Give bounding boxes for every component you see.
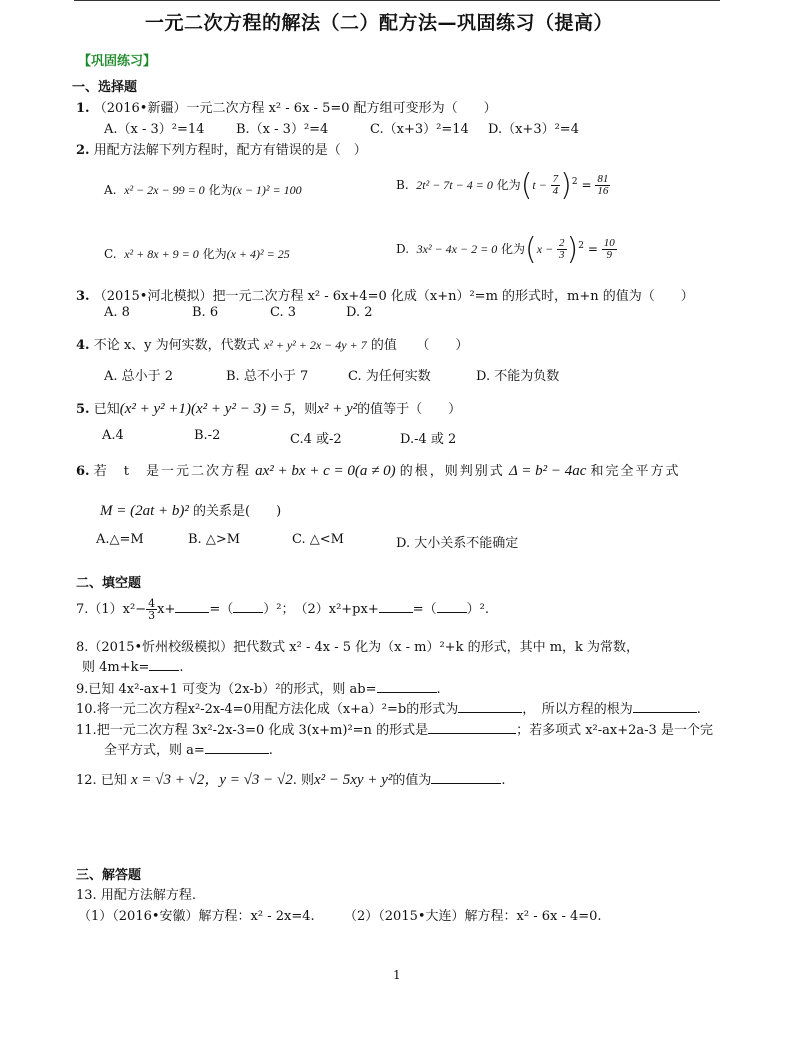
question-2 <box>76 139 367 158</box>
question-text: x+ <box>157 602 176 617</box>
question-number: 8. <box>76 640 89 655</box>
section-tag: 【巩固练习】 <box>78 54 157 69</box>
q3-option-c: C. 3 <box>270 305 297 320</box>
q2-option-a <box>104 181 302 198</box>
question-11 <box>76 719 713 738</box>
question-text: ， 所以方程的根为 <box>522 702 633 717</box>
option-text: 化为 <box>202 247 227 261</box>
question-stem: 的值等于（ ） <box>357 402 462 417</box>
question-stem: 用配方法解方程. <box>100 888 196 903</box>
q13-part-2: （2）（2015•大连）解方程：x² - 6x - 4=0. <box>344 909 602 924</box>
q3-option-b: B. 6 <box>192 305 219 320</box>
question-number: 11. <box>76 723 97 738</box>
q5-option-c: C.4 或-2 <box>290 432 342 447</box>
question-stem: 不论 x、y 为何实数，代数式 <box>93 338 260 353</box>
question-text: . <box>696 702 701 717</box>
question-number: 6. <box>76 464 90 479</box>
answer-blank[interactable] <box>377 680 437 693</box>
q4-option-c: C. 为任何实数 <box>348 369 431 384</box>
fraction <box>551 174 561 197</box>
question-text: . <box>436 682 441 697</box>
answer-blank[interactable] <box>175 600 209 613</box>
question-text: 已知 <box>100 773 127 788</box>
equation: 2t² − 7t − 4 = 0 <box>416 178 493 192</box>
q1-option-b: B.（x - 3）²=4 <box>236 122 329 137</box>
question-10 <box>76 698 701 717</box>
q2-option-b: B. 2t² − 7t − 4 = 0 化为(t − $\frac{7}{4}$ )$^2$ = $\frac{81}{16}$ <box>396 168 609 203</box>
fraction <box>557 238 567 261</box>
page-title: 一元二次方程的解法（二）配方法—巩固练习（提高） <box>145 12 614 34</box>
option-text: 化为 <box>496 178 521 192</box>
expression: Δ = b² − 4ac <box>508 463 587 479</box>
q5-option-a: A.4 <box>102 428 124 443</box>
question-6-line2 <box>100 500 281 520</box>
answer-blank[interactable] <box>431 771 501 784</box>
paren-right: ) <box>560 168 572 203</box>
option-letter: B. <box>396 178 409 192</box>
q1-option-c: C.（x+3）²=14 <box>370 122 469 137</box>
question-number: 2. <box>76 143 90 158</box>
option-letter: C. <box>104 247 117 261</box>
equation: t − <box>532 178 547 192</box>
equation: 3x² − 4x − 2 = 0 <box>416 242 498 256</box>
q6-option-a: A.△=M <box>96 532 144 547</box>
question-text: 将一元二次方程x²-2x-4=0用配方法化成（x+a）²=b的形式为 <box>96 702 459 717</box>
answer-blank[interactable] <box>458 700 522 713</box>
q3-option-a: A. 8 <box>104 305 130 320</box>
question-text: ）²； （2）x²+px+ <box>263 602 379 617</box>
expression: x² + y² <box>317 401 358 417</box>
paren-left: ( <box>520 168 533 203</box>
question-stem: 的关系是( ) <box>193 504 282 519</box>
question-text: 把一元二次方程 3x²-2x-3=0 化成 3(x+m)²=n 的形式是 <box>96 723 429 738</box>
option-text: 化为 <box>501 242 526 256</box>
equation-result: (x − 1)² = 100 <box>232 183 302 197</box>
question-number: 9. <box>76 682 89 697</box>
question-text: ；若多项式 x²-ax+2a-3 是一个完 <box>516 723 713 738</box>
q13-part-1: （1）（2016•安徽）解方程：x² - 2x=4. <box>78 909 315 924</box>
fraction-denominator: 3 <box>148 609 156 622</box>
question-4 <box>76 334 468 353</box>
q5-option-d: D.-4 或 2 <box>400 432 457 447</box>
question-3 <box>76 285 694 304</box>
fraction-numerator: 10 <box>603 237 615 249</box>
question-1 <box>76 97 497 116</box>
question-stem: 若 t 是一元二次方程 <box>93 464 251 479</box>
question-stem: 和完全平方式 <box>590 464 681 479</box>
question-text: 已知 4x²-ax+1 可变为（2x-b）²的形式，则 ab= <box>88 682 377 697</box>
question-number: 3. <box>76 289 90 304</box>
question-stem: （2016•新疆）一元二次方程 x² - 6x - 5=0 配方组可变形为（ ） <box>93 101 497 116</box>
answer-blank[interactable] <box>233 600 263 613</box>
question-number: 5. <box>76 402 90 417</box>
section-heading-fill: 二、填空题 <box>76 576 142 591</box>
q4-option-b: B. 总不小于 7 <box>226 369 309 384</box>
expression: M = (2at + b)² <box>100 503 189 519</box>
answer-blank[interactable] <box>633 700 697 713</box>
fraction-denominator: 4 <box>552 185 559 197</box>
q4-option-a: A. 总小于 2 <box>104 369 174 384</box>
paren-left: ( <box>525 232 537 267</box>
fraction-denominator: 16 <box>597 185 609 197</box>
answer-blank[interactable] <box>437 600 467 613</box>
question-7 <box>76 598 489 621</box>
fraction-denominator: 3 <box>559 249 565 261</box>
q2-option-c <box>104 245 290 262</box>
question-number: 13. <box>76 888 97 903</box>
page-number: 1 <box>393 968 401 982</box>
question-text: （1）x²− <box>88 602 147 617</box>
question-stem: 的根，则判别式 <box>399 464 505 479</box>
option-letter: D. <box>396 242 410 256</box>
q4-option-d: D. 不能为负数 <box>476 369 560 384</box>
q6-option-b: B. △>M <box>188 532 241 547</box>
equation: x² − 2x − 99 = 0 <box>124 183 205 197</box>
question-number: 10. <box>76 702 97 717</box>
question-9 <box>76 678 441 697</box>
expression: ax² + bx + c = 0(a ≠ 0) <box>255 463 396 479</box>
question-11-line2 <box>104 739 273 758</box>
question-text: . 则 <box>292 773 314 788</box>
expression: y = √3 − √2 <box>219 772 293 788</box>
fraction-numerator: 81 <box>597 173 609 185</box>
question-8 <box>76 636 639 655</box>
question-13 <box>76 884 196 903</box>
answer-blank[interactable] <box>205 741 269 754</box>
fraction-numerator: 7 <box>552 173 559 185</box>
fraction <box>595 174 610 197</box>
question-12 <box>76 768 506 789</box>
question-number: 12. <box>76 773 97 788</box>
answer-blank[interactable] <box>379 600 413 613</box>
q6-option-d: D. 大小关系不能确定 <box>396 536 519 551</box>
answer-blank[interactable] <box>428 721 516 734</box>
fraction-numerator: 4 <box>148 597 156 610</box>
question-6 <box>76 460 681 480</box>
question-stem: 用配方法解下列方程时，配方有错误的是（ ） <box>93 143 367 158</box>
question-text: 则 4m+k= <box>82 660 150 675</box>
fraction <box>146 598 157 621</box>
q1-option-a: A.（x - 3）²=14 <box>104 122 205 137</box>
question-stem: （2015•河北模拟）把一元二次方程 x² - 6x+4=0 化成（x+n）²=m 的形式时，m+n 的值为（ ） <box>93 289 694 304</box>
question-text: . <box>268 743 273 758</box>
q1-option-d: D.（x+3）²=4 <box>488 122 579 137</box>
question-stem: 已知 <box>93 402 120 417</box>
question-text: 的值为 <box>392 773 432 788</box>
expression: x = √3 + √2， <box>130 772 220 788</box>
section-heading-answer: 三、解答题 <box>76 868 142 883</box>
q5-option-b: B.-2 <box>194 428 221 443</box>
equation: x² + 8x + 9 = 0 <box>124 247 199 261</box>
question-text: ）². <box>466 602 489 617</box>
expression: (x² + y² +1)(x² + y² − 3) = 5 <box>119 401 292 417</box>
option-text: 化为 <box>208 183 233 197</box>
q6-option-c: C. △<M <box>292 532 344 547</box>
question-stem: ，则 <box>291 402 318 417</box>
expression: x² + y² + 2x − 4y + 7 <box>263 338 367 352</box>
answer-blank[interactable] <box>149 658 179 671</box>
question-number: 1. <box>76 101 90 116</box>
fraction-denominator: 9 <box>606 249 612 261</box>
q3-option-d: D. 2 <box>346 305 373 320</box>
expression: x² − 5xy + y² <box>314 772 393 788</box>
top-rule <box>74 0 720 1</box>
q2-option-d: D. 3x² − 4x − 2 = 0 化为(x − $\frac{2}{3}$ )$^2$ = $\frac{10}{9}$ <box>396 232 615 267</box>
section-heading-choice: 一、选择题 <box>72 80 138 95</box>
question-8-line2 <box>82 656 184 675</box>
question-text: （2015•忻州校级模拟）把代数式 x² - 4x - 5 化为（x - m）²+k 的形式，其中 m，k 为常数， <box>88 640 640 655</box>
question-number: 4. <box>76 338 90 353</box>
question-number: 7. <box>76 602 89 617</box>
question-text: =（ <box>412 602 437 617</box>
paren-right: ) <box>566 232 579 267</box>
question-text: . <box>501 773 506 788</box>
fraction-numerator: 2 <box>559 237 565 249</box>
question-text: 全平方式，则 a= <box>104 743 205 758</box>
option-letter: A. <box>104 183 117 197</box>
equation: x − <box>536 242 554 256</box>
equation-result: (x + 4)² = 25 <box>226 247 290 261</box>
question-text: . <box>179 660 184 675</box>
question-text: =（ <box>209 602 234 617</box>
fraction <box>602 238 617 261</box>
question-stem: 的值 （ ） <box>370 338 469 353</box>
question-5 <box>76 398 461 418</box>
